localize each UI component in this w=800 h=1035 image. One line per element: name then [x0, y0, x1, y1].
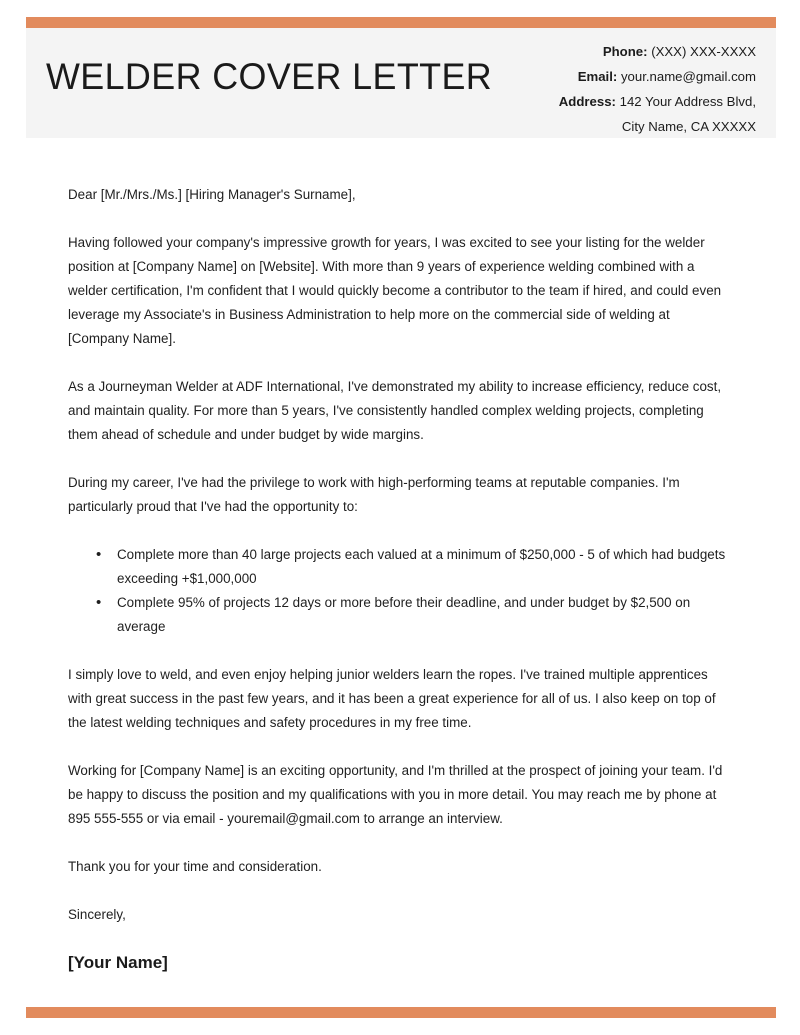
salutation: Dear [Mr./Mrs./Ms.] [Hiring Manager's Surname], [68, 187, 356, 202]
contact-phone-value: (XXX) XXX-XXXX [651, 44, 756, 59]
closing-thanks: Thank you for your time and consideration. [68, 859, 322, 874]
letter-header-band [26, 28, 776, 138]
closing-signoff: Sincerely, [68, 907, 126, 922]
list-item: • Complete 95% of projects 12 days or more before their deadline, and under budget by $2,500 on average [68, 591, 730, 639]
body-paragraph: I simply love to weld, and even enjoy helping junior welders learn the ropes. I've trained multiple apprentices with great success in the past few years, and it has been a great experience for all of us. I also keep on top of the latest welding techniques and safety procedures in my free time. [68, 667, 716, 730]
signature-name: [Your Name] [68, 953, 168, 972]
page-title: WELDER COVER LETTER [46, 56, 493, 97]
contact-address-label: Address: [558, 94, 616, 109]
contact-email-value: your.name@gmail.com [620, 69, 756, 84]
contact-address-line2: City Name, CA XXXXX [621, 119, 756, 134]
contact-email-row [426, 64, 756, 89]
body-paragraph: During my career, I've had the privilege to work with high-performing teams at reputable companies. I'm particularly proud that I've had the opportunity to: [68, 475, 680, 514]
achievements-list [68, 543, 730, 639]
contact-address-line1: 142 Your Address Blvd, [619, 94, 756, 109]
contact-address-row [426, 89, 756, 139]
bottom-accent-rule [26, 1007, 776, 1018]
contact-details [426, 39, 756, 139]
body-paragraph: Having followed your company's impressive growth for years, I was excited to see your listing for the welder position at [Company Name] on [Website]. With more than 9 years of experience welding combined with a welder certification, I'm confident that I would quickly become a contributor to the team if hired, and could even leverage my Associate's in Business Administration to help more on the commercial side of welding at [Company Name]. [68, 235, 722, 346]
contact-phone-label: Phone: [602, 44, 648, 59]
contact-phone-row [426, 39, 756, 64]
top-accent-rule [26, 17, 776, 28]
body-paragraph: Working for [Company Name] is an exciting opportunity, and I'm thrilled at the prospect of joining your team. I'd be happy to discuss the position and my qualifications with you in more detail. You may reach me by phone at 895 555-555 or via email - youremail@gmail.com to arrange an interview. [68, 763, 723, 826]
contact-email-label: Email: [577, 69, 618, 84]
letter-body [68, 183, 730, 975]
body-paragraph: As a Journeyman Welder at ADF International, I've demonstrated my ability to increase efficiency, reduce cost, and maintain quality. For more than 5 years, I've consistently handled complex welding projects, completing them ahead of schedule and under budget by wide margins. [68, 379, 722, 442]
list-item: • Complete more than 40 large projects each valued at a minimum of $250,000 - 5 of which had budgets exceeding +$1,000,000 [68, 543, 730, 591]
